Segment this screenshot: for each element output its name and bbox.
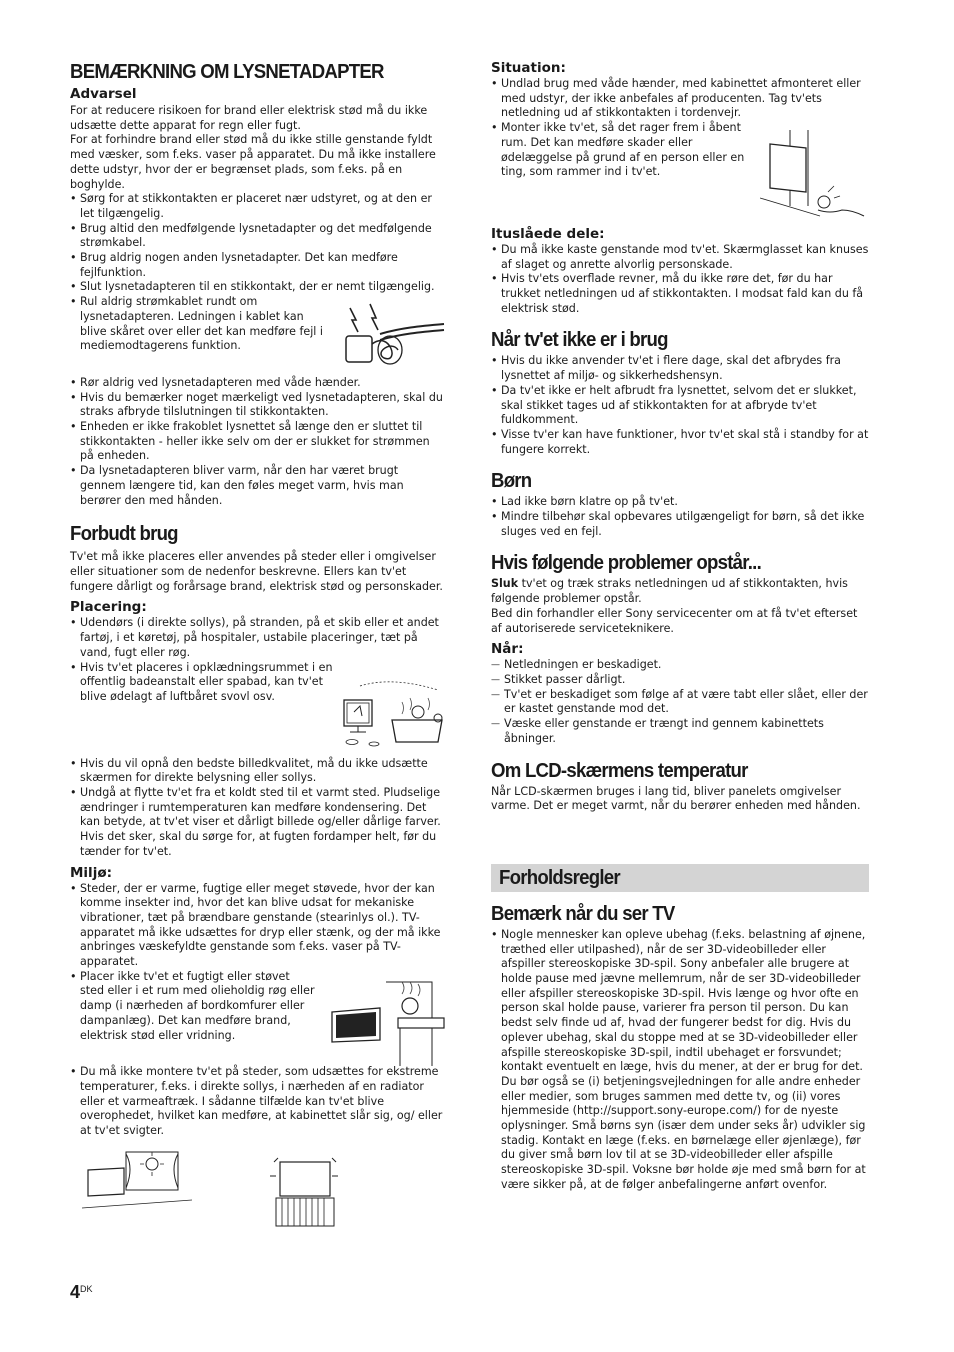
band-title: Forholdsregler: [499, 866, 620, 889]
list-item: • Rul aldrig strømkablet rundt om lysnetadapteren. Ledningen i kablet kan blive skåret over eller det kan medføre fejl i mediemodtagerens funktion.: [70, 295, 330, 354]
section-title-adapter: BEMÆRKNING OM LYSNETADAPTER: [70, 61, 384, 83]
bold-word: Sluk: [491, 577, 519, 591]
list-item: • Hvis du bemærker noget mærkeligt ved lysnetadapteren, skal du straks afbryde tilslutningen til stikkontakten.: [70, 391, 447, 420]
subheading-placering: Placering:: [70, 599, 147, 616]
section-title-tv: Bemærk når du ser TV: [491, 902, 675, 925]
paragraph-text: tv'et og træk straks netledningen ud af stikkontakten, hvis følgende problemer opstår.: [491, 577, 848, 606]
right-column: [491, 60, 869, 1193]
paragraph: Tv'et må ikke placeres eller anvendes på steder eller i omgivelser eller situationer som de nedenfor beskrevne. Ellers kan tv'et fungere dårligt og forårsage brand, elektrisk stød og personskader.: [70, 550, 443, 593]
list-item: • Sørg for at stikkontakten er placeret nær udstyret, og at den er let tilgængelig.: [70, 192, 447, 221]
bath-spa-illustration: [338, 676, 446, 750]
list-item: • Udendørs (i direkte sollys), på stranden, på et skib eller et andet fartøj, i et køretøj, på hospitaler, ustabile placeringer, tæt på vand, fugt eller røg.: [70, 616, 447, 660]
list-item: • Slut lysnetadapteren til en stikkontakt, der er nemt tilgængelig.: [70, 280, 447, 295]
ikke-brug-list: [491, 354, 869, 457]
list-item: • Hvis du vil opnå den bedste billedkvalitet, må du ikke udsætte skærmen for direkte belysning eller sollys.: [70, 757, 447, 786]
section-band: [491, 864, 869, 892]
list-item: • Nogle mennesker kan opleve ubehag (f.eks. belastning af øjnene, træthed eller utilpashed), når de ser 3D-videobilleder eller afspiller stereoskopiske 3D-spil. Sony anbefaler alle brugere at holde pause med jævne mellemrum, når de ser 3D-videobilleder eller afspiller stereoskopiske 3D-spil. Hvis længe og hvor ofte en person skal holde pause, varierer fra person til person. Du kan bedst selv finde ud af, hvad der fungerer bedst for dig. Hvis du oplever ubehag, skal du stoppe med at se 3D-videobilleder eller afspille stereoskopiske 3D-spil, indtil ubehaget er forsvundet; kontakt eventuelt en læge, hvis du mener, at der er brug for det. Du bør også se (i) betjeningsvejledningen for alle andre enheder eller medier, som bruges sammen med dette tv, og (ii) vores hjemmeside (http://support.sony-europe.com/) for de nyeste oplysninger. Små børns syn (især dem under seks år) udvikler sig stadig. Kontakt en læge (f.eks. en børnelæge eller øjenlæge), før du giver små børn lov til at se 3D-videobilleder eller afspille stereoskopiske 3D-spil. Voksne bør holde øje med små børn for at være sikker på, at de følger anbefalingerne anført ovenfor.: [491, 928, 869, 1193]
list-item: • Enheden er ikke frakoblet lysnettet så længe den er sluttet til stikkontakten - heller ikke selv om der er slukket for strømmen på enheden.: [70, 420, 447, 464]
list-item: • Du må ikke kaste genstande mod tv'et. Skærmglasset kan knuses af slaget og anrette alvorlig personskade.: [491, 243, 869, 272]
tv-list: [491, 928, 869, 1193]
radiator-illustration: [264, 1156, 344, 1228]
itus-list: [491, 243, 869, 317]
section-title-problemer: Hvis følgende problemer opstår...: [491, 552, 762, 575]
list-item: — Netledningen er beskadiget.: [491, 658, 869, 673]
paragraph: [491, 577, 869, 606]
subheading-naar: Når:: [491, 641, 524, 658]
page-lang: DK: [80, 1284, 93, 1294]
list-item: • Placer ikke tv'et et fugtigt eller støvet sted eller i et rum med olieholdig røg eller damp (i nærheden af bordkomfurer eller dampanlæg). Det kan medføre brand, elektrisk stød eller vridning.: [70, 970, 315, 1044]
left-column: [70, 56, 447, 1139]
list-item: • Monter ikke tv'et, så det rager frem i åbent rum. Det kan medføre skader eller ødelæggelse på grund af en person eller en ting, som rammer ind i tv'et.: [491, 121, 751, 180]
list-item: — Væske eller genstande er trængt ind gennem kabinettets åbninger.: [491, 717, 869, 746]
subheading-situation: Situation:: [491, 60, 566, 76]
list-item: • Mindre tilbehør skal opbevares utilgængeligt for børn, så det ikke sluges ved en fejl.: [491, 510, 869, 539]
adapter-list-2: [70, 376, 447, 508]
wall-mounted-tv-illustration: [760, 126, 870, 222]
list-item: • Brug altid den medfølgende lysnetadapter og det medfølgende strømkabel.: [70, 222, 447, 251]
list-item: — Tv'et er beskadiget som følge af at være tabt eller slået, eller der er kastet genstande mod det.: [491, 688, 869, 717]
list-item: • Da tv'et ikke er helt afbrudt fra lysnettet, selvom det er slukket, skal stikket tages ud af stikkontakten for at afbryde tv'et fuldkomment.: [491, 384, 869, 428]
born-list: [491, 495, 869, 539]
paragraph: For at reducere risikoen for brand eller elektrisk stød må du ikke udsætte dette apparat for regn eller fugt.: [70, 104, 428, 132]
list-item: • Steder, der er varme, fugtige eller meget støvede, hvor der kan komme insekter ind, hvor det kan blive udsat for mekaniske vibrationer, tæt på brændbare genstande (stearinlys ol.). TV-apparatet må ikke udsættes for dryp eller stænk, og der må ikke anbringes væskefyldte genstande som f.eks. vaser på TV-apparatet.: [70, 882, 447, 970]
list-item: • Hvis du ikke anvender tv'et i flere dage, skal det afbrydes fra lysnettet af miljø- og sikkerhedshensyn.: [491, 354, 869, 383]
section-title-lcd: Om LCD-skærmens temperatur: [491, 759, 748, 782]
list-item: • Da lysnetadapteren bliver varm, når den har været brugt gennem længere tid, kan den føles meget varm, hvis man berører den med hånden.: [70, 464, 447, 508]
placering-list-2: [70, 757, 447, 860]
list-item: • Rør aldrig ved lysnetadapteren med våde hænder.: [70, 376, 447, 391]
subheading-advarsel: Advarsel: [70, 86, 137, 102]
page-number: [70, 1282, 93, 1303]
list-item: • Undgå at flytte tv'et fra et koldt sted til et varmt sted. Pludselige ændringer i rumtemperaturen kan medføre kondensering. Det kan betyde, at tv'et viser et dårligt billede og/eller dårlige farver. Hvis det sker, skal du sørge for, at fugten fordamper helt, før du tænder for tv'et.: [70, 786, 447, 860]
list-item: • Visse tv'er kan have funktioner, hvor tv'et skal stå i standby for at fungere korrekt.: [491, 428, 869, 457]
section-title-ikke-brug: Når tv'et ikke er i brug: [491, 329, 668, 352]
list-item: • Brug aldrig nogen anden lysnetadapter. Det kan medføre fejlfunktion.: [70, 251, 447, 280]
page-number-value: 4: [70, 1282, 81, 1302]
list-item: • Hvis tv'ets overflade revner, må du ikke røre det, før du har trukket netledningen ud af stikkontakten. I modsat fald kan du få elektrisk stød.: [491, 272, 869, 316]
list-item: • Du må ikke montere tv'et på steder, som udsættes for ekstreme temperaturer, f.eks. i direkte sollys, i nærheden af en radiator eller et varmeaftræk. I sådanne tilfælde kan tv'et blive overophedet, hvilket kan medføre, at kabinettet slår sig, og/ eller at tv'et svigter.: [70, 1065, 447, 1139]
list-item: — Stikket passer dårligt.: [491, 673, 869, 688]
subheading-miljo: Miljø:: [70, 864, 112, 881]
adapter-cable-illustration: [340, 300, 448, 372]
list-item: • Lad ikke børn klatre op på tv'et.: [491, 495, 869, 510]
paragraph: Når LCD-skærmen bruges i lang tid, bliver panelets omgivelser varme. Det er meget varmt, når du berører enheden med hånden.: [491, 784, 861, 813]
paragraph: Bed din forhandler eller Sony servicecenter om at få tv'et efterset af autoriserede serviceteknikere.: [491, 606, 858, 635]
naar-list: [491, 658, 869, 746]
sunlight-window-illustration: [82, 1150, 192, 1212]
paragraph: For at forhindre brand eller stød må du ikke stille genstande fyldt med væsker, som f.eks. vaser på apparatet. Du må ikke installere dette udstyr, hvor der er begrænset plads, som f.eks. på en boghylde.: [70, 133, 436, 191]
miljo-list-2: [70, 1065, 447, 1139]
list-item: • Undlad brug med våde hænder, med kabinettet afmonteret eller med udstyr, der ikke anbefales af producenten. Tag tv'ets netledning ud af stikkontakten i tordenvejr.: [491, 77, 869, 121]
section-title-born: Børn: [491, 470, 532, 493]
kitchen-steam-illustration: [328, 980, 448, 1068]
subheading-itus: Ituslåede dele:: [491, 225, 605, 242]
section-title-forbudt: Forbudt brug: [70, 523, 178, 546]
list-item: • Hvis tv'et placeres i opklædningsrummet i en offentlig badeanstalt eller spabad, kan tv'et blive ødelagt af luftbåret svovl osv.: [70, 661, 335, 705]
